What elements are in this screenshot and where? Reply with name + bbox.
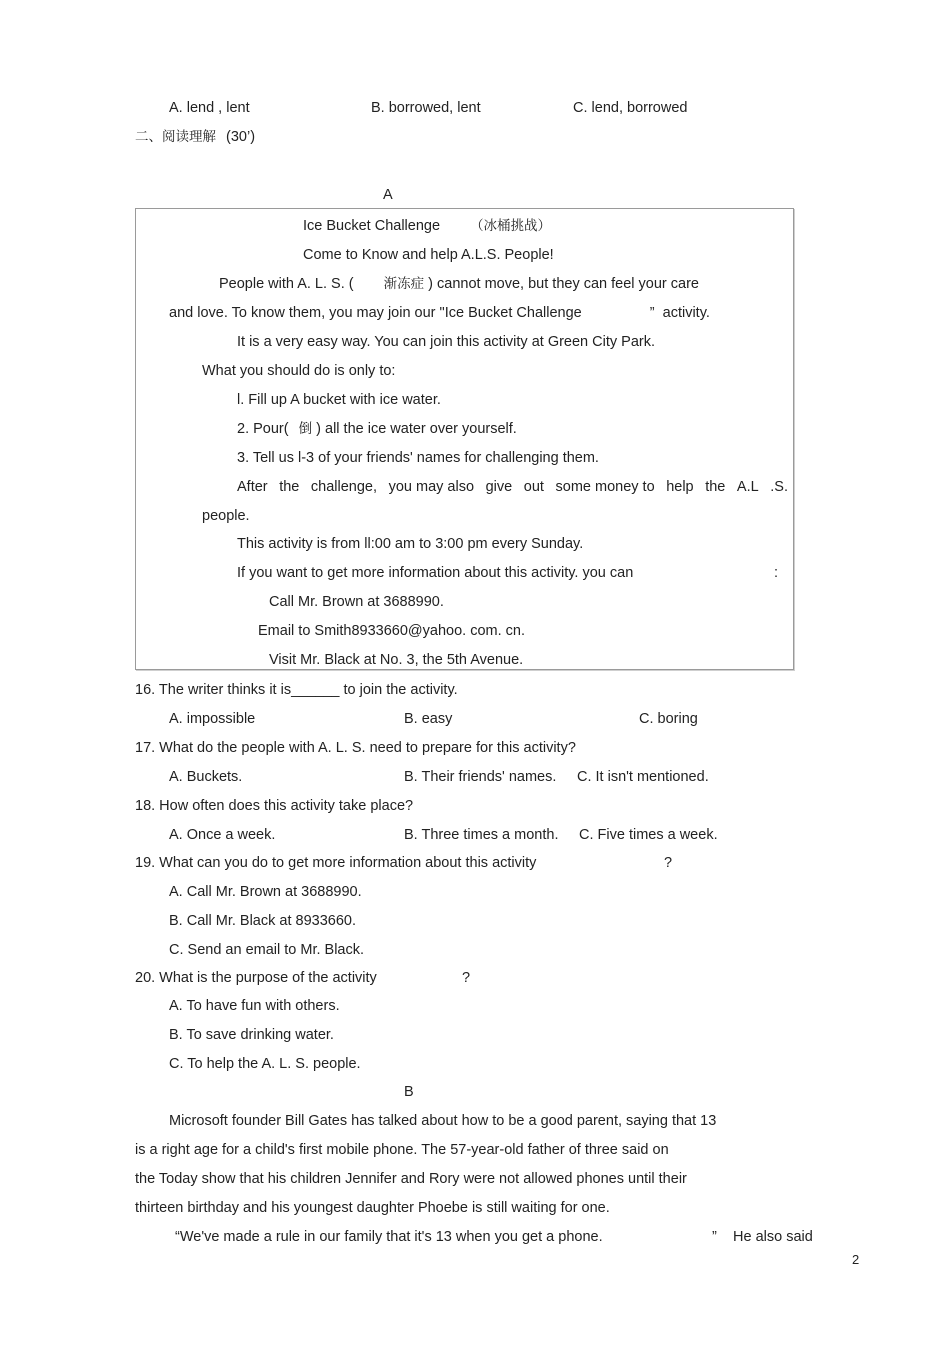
passage-b-line: the Today show that his children Jennifer and Rory were not allowed phones until their [135,1171,687,1187]
after-word: the [705,479,726,495]
step-3: 3. Tell us l-3 of your friends' names for challenging them. [237,450,599,466]
q18-stem: 18. How often does this activity take place? [135,798,414,814]
contact-call: Call Mr. Brown at 3688990. [269,594,444,610]
q19-mark: ? [664,855,673,871]
p1-end: ) cannot move, but they can feel your care [428,276,699,292]
passage-b-label: B [404,1084,414,1100]
q16-stem: 16. The writer thinks it is______ to join the activity. [135,682,458,698]
after-word: you may also [388,479,475,495]
top-option-c: C. lend, borrowed [573,100,688,116]
section-points: (30’) [226,129,256,145]
q19-stem: 19. What can you do to get more information about this activity [135,855,537,871]
q20-mark: ? [462,970,471,986]
passage-a-after-end: people. [202,508,250,524]
p2-end: activity. [662,305,710,321]
p1-cn: 渐冻症 [383,276,425,292]
q16-option-a: A. impossible [169,711,256,727]
passage-b-quote: ” [712,1229,717,1245]
p1-start: People with A. L. S. ( [219,276,354,292]
top-option-b: B. borrowed, lent [371,100,481,116]
section-title: 二、阅读理解 [135,129,216,145]
q17-option-c: C. It isn't mentioned. [577,769,709,785]
after-word: out [523,479,544,495]
passage-a-p3: It is a very easy way. You can join this activity at Green City Park. [237,334,655,350]
passage-a-p4: What you should do is only to: [202,363,396,379]
q19-option-a: A. Call Mr. Brown at 3688990. [169,884,362,900]
p2-start: and love. To know them, you may join our "Ice Bucket Challenge [169,305,582,321]
q20-option-c: C. To help the A. L. S. people. [169,1056,361,1072]
passage-b-line: Microsoft founder Bill Gates has talked about how to be a good parent, saying that 13 [169,1113,717,1129]
q17-option-b: B. Their friends' names. [404,769,557,785]
step-2 [237,420,517,438]
top-option-a: A. lend , lent [169,100,250,116]
passage-a-info: If you want to get more information about this activity. you can [237,565,634,581]
q20-option-a: A. To have fun with others. [169,998,340,1014]
passage-b-line-5: “We've made a rule in our family that it's 13 when you get a phone. [175,1229,603,1245]
passage-b-line: thirteen birthday and his youngest daughter Phoebe is still waiting for one. [135,1200,610,1216]
passage-a-subtitle: Come to Know and help A.L.S. People! [303,247,554,263]
passage-a-p2 [169,304,710,322]
after-word: .S. [770,479,788,495]
section-heading [135,128,255,146]
passage-a-after [237,478,788,496]
after-word: give [485,479,513,495]
passage-a-info-colon: : [774,565,779,581]
q19-option-b: B. Call Mr. Black at 8933660. [169,913,356,929]
title-en: Ice Bucket Challenge [303,218,441,234]
passage-b-line: is a right age for a child's first mobile phone. The 57-year-old father of three said on [135,1142,669,1158]
p2-quote: ” [649,305,655,321]
contact-visit: Visit Mr. Black at No. 3, the 5th Avenue. [269,652,524,668]
q18-option-c: C. Five times a week. [579,827,718,843]
after-word: After [237,479,268,495]
step-1: l. Fill up A bucket with ice water. [237,392,441,408]
q16-option-b: B. easy [404,711,453,727]
passage-a-label: A [383,187,393,203]
title-cn: （冰桶挑战） [470,218,552,234]
q17-option-a: A. Buckets. [169,769,243,785]
step2-cn: 倒 [298,421,313,437]
step2-start: 2. Pour( [237,421,289,437]
after-word: help [666,479,694,495]
contact-email: Email to Smith8933660@yahoo. com. cn. [258,623,525,639]
after-word: challenge, [310,479,378,495]
passage-a-time: This activity is from ll:00 am to 3:00 pm every Sunday. [237,536,584,552]
after-word: the [279,479,300,495]
passage-a-p1 [219,275,699,293]
after-word: A.L [736,479,759,495]
q17-stem: 17. What do the people with A. L. S. need to prepare for this activity? [135,740,576,756]
q20-option-b: B. To save drinking water. [169,1027,334,1043]
passage-b-line-5-end: He also said [733,1229,813,1245]
q18-option-b: B. Three times a month. [404,827,559,843]
after-word: some money to [555,479,655,495]
q20-stem: 20. What is the purpose of the activity [135,970,377,986]
q19-option-c: C. Send an email to Mr. Black. [169,942,365,958]
q18-option-a: A. Once a week. [169,827,276,843]
page-number: 2 [852,1252,860,1267]
q16-option-c: C. boring [639,711,698,727]
passage-a-title [303,217,551,235]
step2-end: ) all the ice water over yourself. [316,421,517,437]
